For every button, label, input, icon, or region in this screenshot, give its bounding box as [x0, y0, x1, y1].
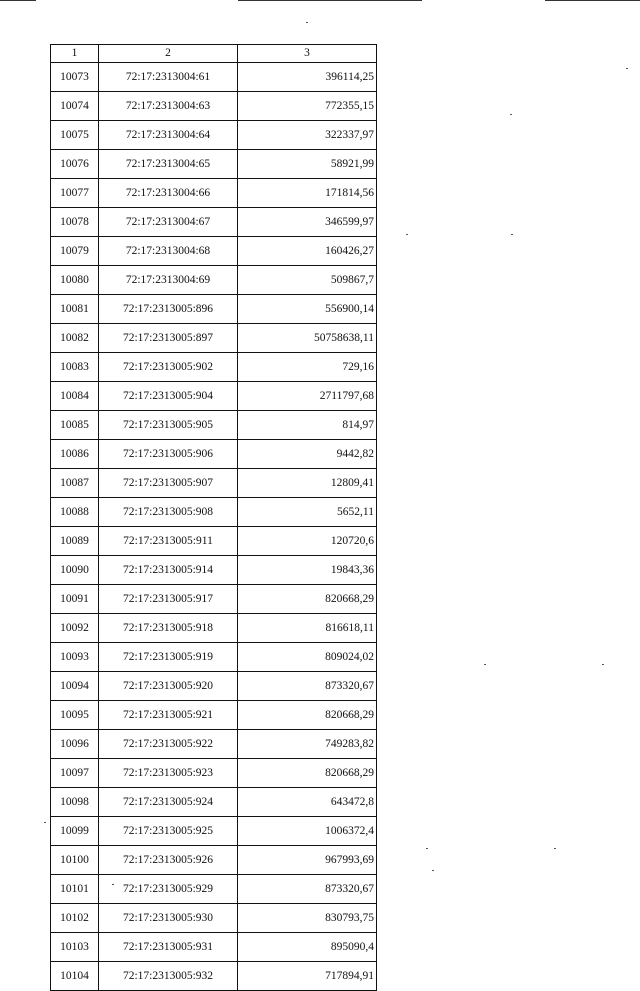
cadastral-number: 72:17:2313005:914: [99, 556, 238, 585]
cadastral-number: 72:17:2313004:66: [99, 179, 238, 208]
value-cell: 509867,7: [238, 266, 377, 295]
scan-speck: [426, 848, 428, 849]
table-row: [51, 730, 377, 759]
cadastral-number: 72:17:2313005:902: [99, 353, 238, 382]
table-row: [51, 411, 377, 440]
scan-edge-line-right: [545, 0, 640, 1]
cadastral-number: 72:17:2313005:924: [99, 788, 238, 817]
scan-speck: [511, 234, 513, 235]
cadastral-number: 72:17:2313004:65: [99, 150, 238, 179]
table-row: [51, 933, 377, 962]
cadastral-number: 72:17:2313005:930: [99, 904, 238, 933]
value-cell: 729,16: [238, 353, 377, 382]
value-cell: 322337,97: [238, 121, 377, 150]
value-cell: 120720,6: [238, 527, 377, 556]
table-row: [51, 92, 377, 121]
table-row: [51, 614, 377, 643]
scan-speck: [626, 68, 628, 69]
cadastral-number: 72:17:2313005:929: [99, 875, 238, 904]
table-row: [51, 469, 377, 498]
cadastral-number: 72:17:2313005:920: [99, 672, 238, 701]
table-row: [51, 150, 377, 179]
table-row: [51, 353, 377, 382]
value-cell: 19843,36: [238, 556, 377, 585]
value-cell: 830793,75: [238, 904, 377, 933]
column-header-number: 1: [51, 45, 99, 63]
row-number: 10084: [51, 382, 99, 411]
row-number: 10089: [51, 527, 99, 556]
column-header-cadastral: 2: [99, 45, 238, 63]
row-number: 10078: [51, 208, 99, 237]
row-number: 10090: [51, 556, 99, 585]
row-number: 10096: [51, 730, 99, 759]
value-cell: 1006372,4: [238, 817, 377, 846]
table-row: [51, 266, 377, 295]
row-number: 10101: [51, 875, 99, 904]
table-body: [51, 63, 377, 991]
scan-speck: [554, 848, 556, 849]
row-number: 10074: [51, 92, 99, 121]
table-row: [51, 498, 377, 527]
row-number: 10097: [51, 759, 99, 788]
cadastral-number: 72:17:2313005:906: [99, 440, 238, 469]
value-cell: 816618,11: [238, 614, 377, 643]
value-cell: 749283,82: [238, 730, 377, 759]
row-number: 10079: [51, 237, 99, 266]
row-number: 10095: [51, 701, 99, 730]
table-row: [51, 904, 377, 933]
table-row: [51, 556, 377, 585]
value-cell: 717894,91: [238, 962, 377, 991]
row-number: 10081: [51, 295, 99, 324]
scan-speck: [510, 114, 512, 115]
value-cell: 873320,67: [238, 672, 377, 701]
table-row: [51, 237, 377, 266]
row-number: 10099: [51, 817, 99, 846]
row-number: 10073: [51, 63, 99, 92]
row-number: 10086: [51, 440, 99, 469]
table-row: [51, 817, 377, 846]
value-cell: 396114,25: [238, 63, 377, 92]
cadastral-number: 72:17:2313005:923: [99, 759, 238, 788]
table-row: [51, 440, 377, 469]
cadastral-number: 72:17:2313004:64: [99, 121, 238, 150]
cadastral-number: 72:17:2313005:922: [99, 730, 238, 759]
cadastral-number: 72:17:2313005:897: [99, 324, 238, 353]
value-cell: 814,97: [238, 411, 377, 440]
table-row: [51, 585, 377, 614]
table-row: [51, 672, 377, 701]
value-cell: 556900,14: [238, 295, 377, 324]
value-cell: 5652,11: [238, 498, 377, 527]
value-cell: 50758638,11: [238, 324, 377, 353]
value-cell: 12809,41: [238, 469, 377, 498]
table-row: [51, 962, 377, 991]
table-row: [51, 382, 377, 411]
row-number: 10085: [51, 411, 99, 440]
table-row: [51, 701, 377, 730]
cadastral-number: 72:17:2313005:918: [99, 614, 238, 643]
row-number: 10091: [51, 585, 99, 614]
cadastral-number: 72:17:2313004:69: [99, 266, 238, 295]
row-number: 10082: [51, 324, 99, 353]
table-row: [51, 179, 377, 208]
cadastral-number: 72:17:2313005:932: [99, 962, 238, 991]
cadastral-number: 72:17:2313005:896: [99, 295, 238, 324]
scan-edge-line-middle: [238, 0, 422, 1]
cadastral-number: 72:17:2313005:905: [99, 411, 238, 440]
table-row: [51, 295, 377, 324]
value-cell: 967993,69: [238, 846, 377, 875]
data-table: [50, 44, 377, 991]
table-row: [51, 846, 377, 875]
row-number: 10075: [51, 121, 99, 150]
table-row: [51, 759, 377, 788]
cadastral-number: 72:17:2313005:926: [99, 846, 238, 875]
scan-edge-line-left: [0, 0, 36, 1]
scan-speck: [484, 664, 486, 665]
cadastral-number: 72:17:2313005:921: [99, 701, 238, 730]
row-number: 10087: [51, 469, 99, 498]
row-number: 10080: [51, 266, 99, 295]
row-number: 10103: [51, 933, 99, 962]
value-cell: 171814,56: [238, 179, 377, 208]
value-cell: 820668,29: [238, 701, 377, 730]
cadastral-number: 72:17:2313005:917: [99, 585, 238, 614]
row-number: 10104: [51, 962, 99, 991]
row-number: 10094: [51, 672, 99, 701]
row-number: 10092: [51, 614, 99, 643]
value-cell: 9442,82: [238, 440, 377, 469]
cadastral-number: 72:17:2313004:68: [99, 237, 238, 266]
header-row: [51, 45, 377, 63]
column-header-value: 3: [238, 45, 377, 63]
table-row: [51, 324, 377, 353]
row-number: 10077: [51, 179, 99, 208]
value-cell: 160426,27: [238, 237, 377, 266]
table-row: [51, 63, 377, 92]
row-number: 10076: [51, 150, 99, 179]
cadastral-number: 72:17:2313004:67: [99, 208, 238, 237]
value-cell: 346599,97: [238, 208, 377, 237]
value-cell: 772355,15: [238, 92, 377, 121]
cadastral-number: 72:17:2313005:908: [99, 498, 238, 527]
scan-speck: [306, 22, 308, 23]
value-cell: 820668,29: [238, 759, 377, 788]
value-cell: 809024,02: [238, 643, 377, 672]
cadastral-number: 72:17:2313005:904: [99, 382, 238, 411]
value-cell: 873320,67: [238, 875, 377, 904]
cadastral-number: 72:17:2313005:907: [99, 469, 238, 498]
table-row: [51, 121, 377, 150]
row-number: 10102: [51, 904, 99, 933]
row-number: 10100: [51, 846, 99, 875]
row-number: 10088: [51, 498, 99, 527]
cadastral-number: 72:17:2313004:61: [99, 63, 238, 92]
value-cell: 895090,4: [238, 933, 377, 962]
cadastral-number: 72:17:2313005:919: [99, 643, 238, 672]
value-cell: 643472,8: [238, 788, 377, 817]
value-cell: 820668,29: [238, 585, 377, 614]
value-cell: 2711797,68: [238, 382, 377, 411]
cadastral-number: 72:17:2313004:63: [99, 92, 238, 121]
row-number: 10098: [51, 788, 99, 817]
table-row: [51, 875, 377, 904]
table-row: [51, 788, 377, 817]
cadastral-number: 72:17:2313005:911: [99, 527, 238, 556]
row-number: 10083: [51, 353, 99, 382]
scan-speck: [44, 822, 46, 823]
value-cell: 58921,99: [238, 150, 377, 179]
table-row: [51, 208, 377, 237]
scan-speck: [406, 234, 408, 235]
scan-speck: [432, 870, 434, 871]
cadastral-number: 72:17:2313005:925: [99, 817, 238, 846]
table-row: [51, 527, 377, 556]
row-number: 10093: [51, 643, 99, 672]
cadastral-number: 72:17:2313005:931: [99, 933, 238, 962]
scan-speck: [602, 664, 604, 665]
table-row: [51, 643, 377, 672]
